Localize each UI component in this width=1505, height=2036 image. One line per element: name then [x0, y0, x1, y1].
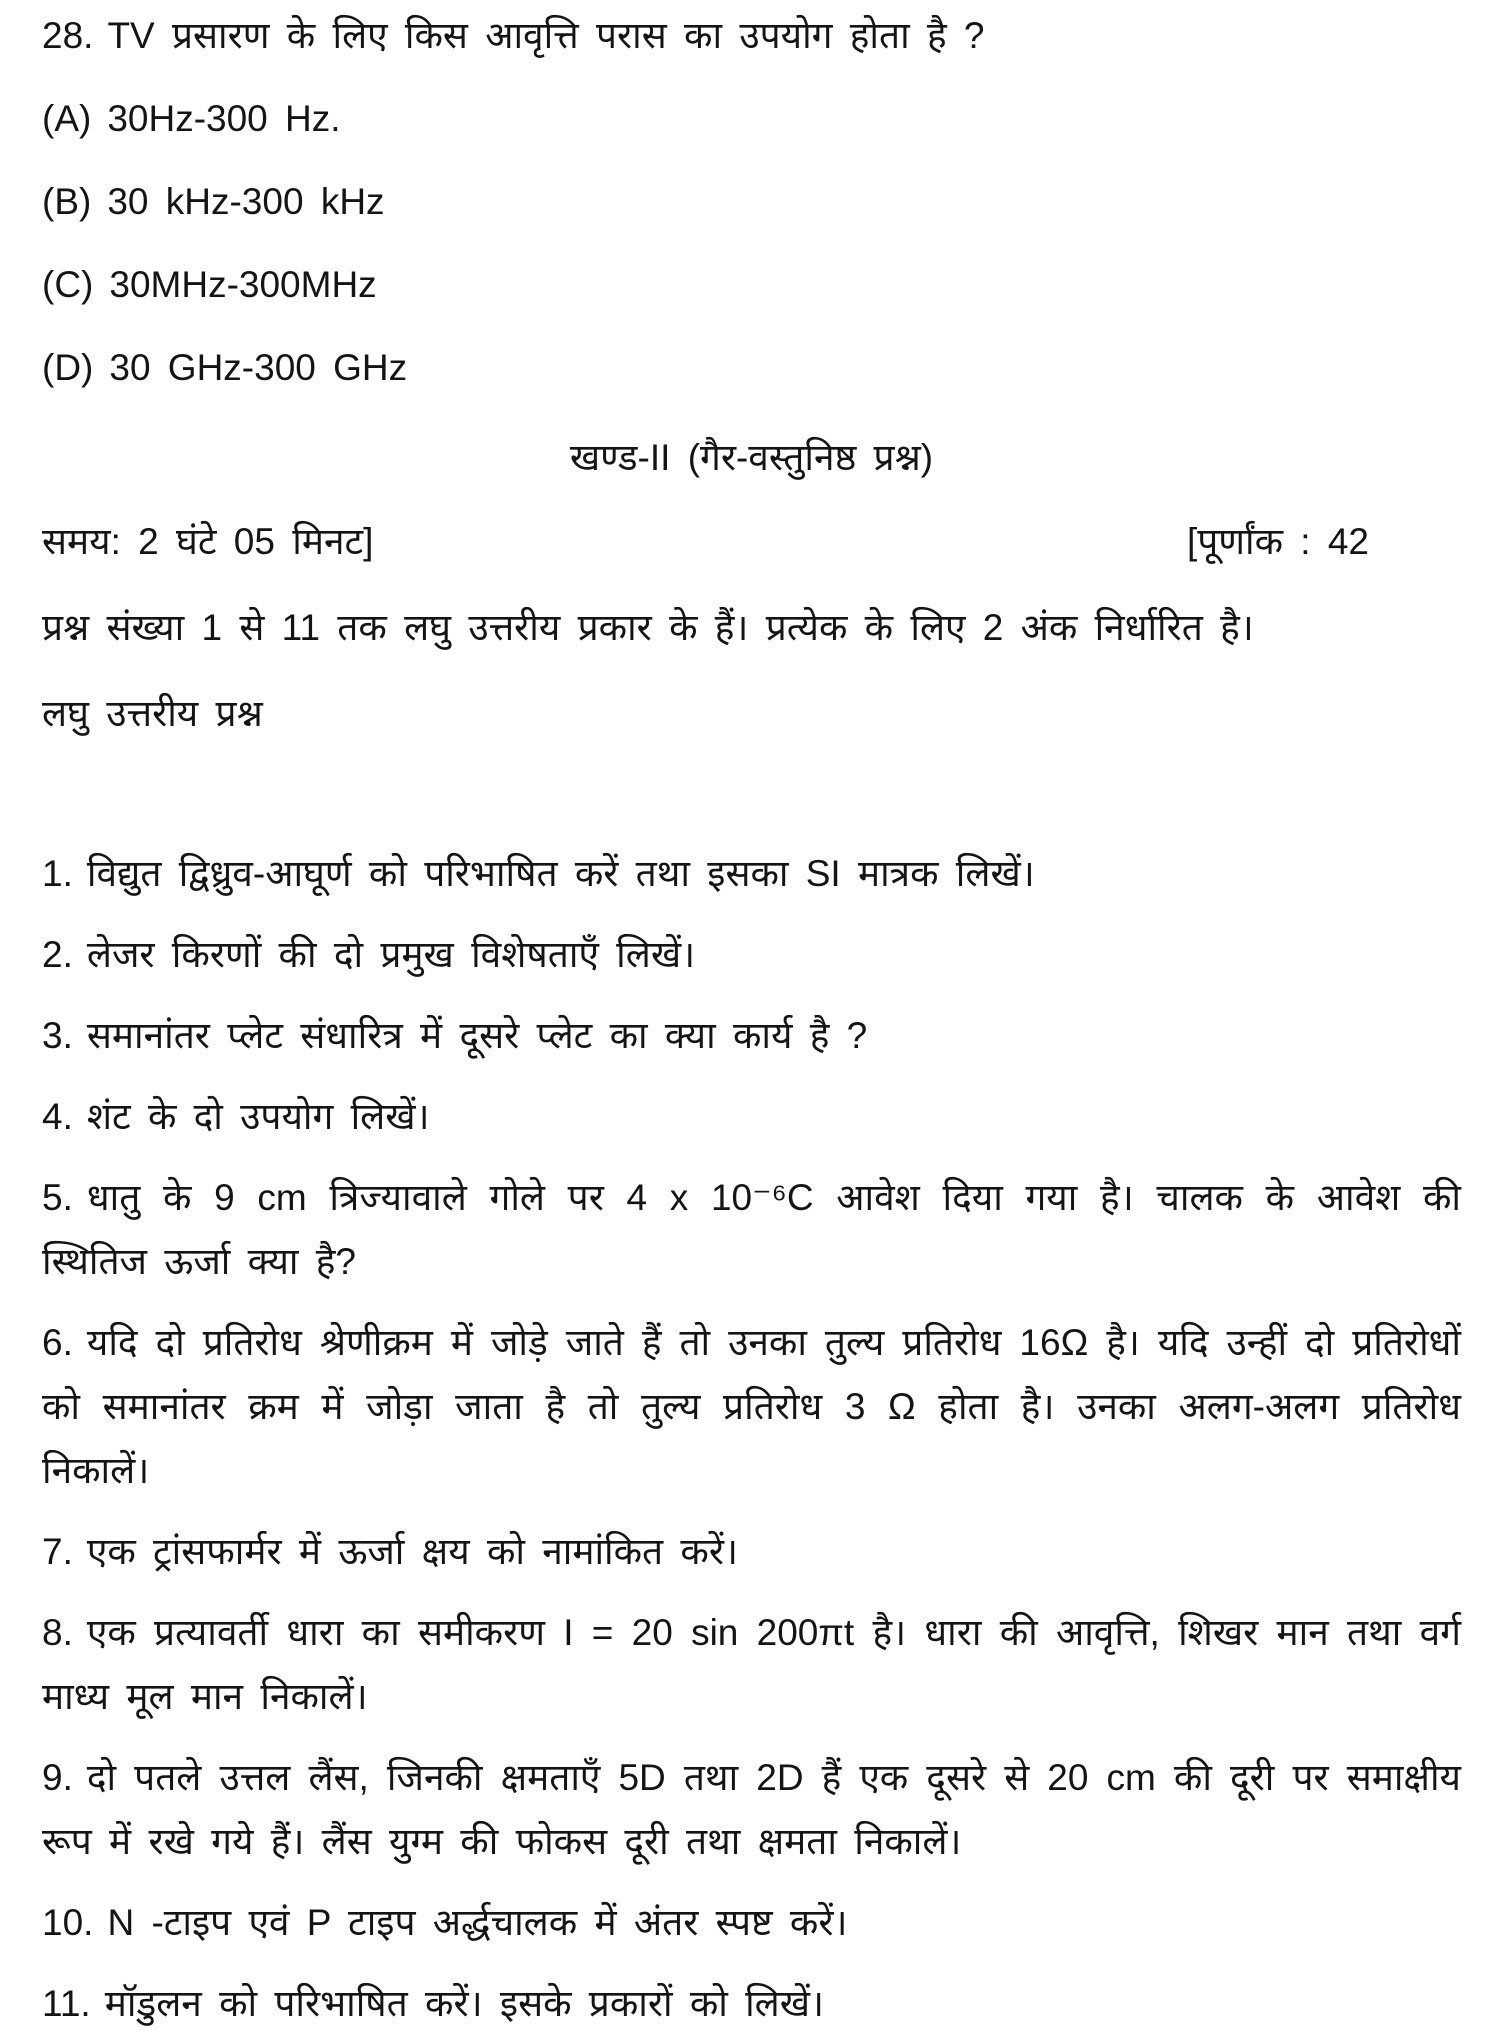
question-7: [42, 1520, 1461, 1584]
option-a-label: (A): [42, 98, 92, 139]
question-5: [42, 1166, 1461, 1294]
time-allowed: समय: 2 घंटे 05 मिनट]: [42, 521, 374, 562]
question-4-number: 4.: [42, 1096, 73, 1137]
option-d-text: 30 GHz-300 GHz: [109, 347, 408, 388]
option-c-label: (C): [42, 264, 94, 305]
time-marks-row: [42, 510, 1461, 574]
option-c: [42, 253, 1461, 317]
option-c-text: 30MHz-300MHz: [109, 264, 377, 305]
question-10-text: N -टाइप एवं P टाइप अर्द्धचालक में अंतर स्पष्ट करें।: [107, 1902, 848, 1943]
question-1-text: विद्युत द्विध्रुव-आघूर्ण को परिभाषित करें तथा इसका SI मात्रक लिखें।: [86, 853, 1035, 894]
question-6-text: यदि दो प्रतिरोध श्रेणीक्रम में जोड़े जाते हैं तो उनका तुल्य प्रतिरोध 16Ω है। यदि उन्हीं दो प्रतिरोधों को समानांतर क्रम में जोड़ा जाता है तो तुल्य प्रतिरोध 3 Ω होता है। उनका अलग-अलग प्रतिरोध निकालें।: [42, 1322, 1461, 1491]
question-7-text: एक ट्रांसफार्मर में ऊर्जा क्षय को नामांकित करें।: [86, 1531, 738, 1572]
question-3-number: 3.: [42, 1015, 73, 1056]
question-1: [42, 842, 1461, 906]
question-28: [42, 4, 1461, 68]
question-8-number: 8.: [42, 1612, 73, 1653]
question-6-number: 6.: [42, 1322, 73, 1363]
question-2: [42, 923, 1461, 987]
question-2-text: लेजर किरणों की दो प्रमुख विशेषताएँ लिखें।: [86, 934, 696, 975]
question-28-text: TV प्रसारण के लिए किस आवृत्ति परास का उपयोग होता है ?: [107, 15, 985, 56]
question-28-number: 28.: [42, 15, 94, 56]
question-5-text: धातु के 9 cm त्रिज्यावाले गोले पर 4 x 10⁻⁶C आवेश दिया गया है। चालक के आवेश की स्थितिज ऊर्जा क्या है?: [42, 1177, 1462, 1282]
question-list: [42, 842, 1461, 2036]
question-7-number: 7.: [42, 1531, 73, 1572]
question-11-number: 11.: [42, 1983, 91, 2024]
question-4-text: शंट के दो उपयोग लिखें।: [86, 1096, 430, 1137]
question-9: [42, 1746, 1461, 1874]
question-5-number: 5.: [42, 1177, 73, 1218]
question-2-number: 2.: [42, 934, 73, 975]
question-8-text: एक प्रत्यावर्ती धारा का समीकरण I = 20 sin 200πt है। धारा की आवृत्ति, शिखर मान तथा वर्ग माध्य मूल मान निकालें।: [42, 1612, 1461, 1717]
question-10-number: 10.: [42, 1902, 94, 1943]
option-a: [42, 87, 1461, 151]
question-1-number: 1.: [42, 853, 73, 894]
instruction: प्रश्न संख्या 1 से 11 तक लघु उत्तरीय प्रकार के हैं। प्रत्येक के लिए 2 अंक निर्धारित है।: [42, 607, 1254, 648]
subheading: लघु उत्तरीय प्रश्न: [42, 693, 263, 734]
option-a-text: 30Hz-300 Hz.: [107, 98, 341, 139]
option-d: [42, 336, 1461, 400]
question-3-text: समानांतर प्लेट संधारित्र में दूसरे प्लेट का क्या कार्य है ?: [86, 1015, 868, 1056]
option-d-label: (D): [42, 347, 94, 388]
question-9-number: 9.: [42, 1757, 73, 1798]
question-10: [42, 1891, 1461, 1955]
section-heading: खण्ड-II (गैर-वस्तुनिष्ठ प्रश्न): [569, 437, 934, 478]
option-b-label: (B): [42, 181, 92, 222]
question-6: [42, 1311, 1461, 1503]
question-3: [42, 1004, 1461, 1068]
question-8: [42, 1601, 1461, 1729]
full-marks: [पूर्णांक : 42: [1186, 521, 1369, 562]
question-11-text: मॉडुलन को परिभाषित करें। इसके प्रकारों को लिखें।: [104, 1983, 825, 2024]
question-28-block: [42, 4, 1461, 400]
question-4: [42, 1085, 1461, 1149]
option-b-text: 30 kHz-300 kHz: [107, 181, 385, 222]
option-b: [42, 170, 1461, 234]
question-9-text: दो पतले उत्तल लैंस, जिनकी क्षमताएँ 5D तथा 2D हैं एक दूसरे से 20 cm की दूरी पर समाक्षीय रूप में रखे गये हैं। लैंस युग्म की फोकस दूरी तथा क्षमता निकालें।: [42, 1757, 1461, 1862]
question-11: [42, 1972, 1461, 2036]
